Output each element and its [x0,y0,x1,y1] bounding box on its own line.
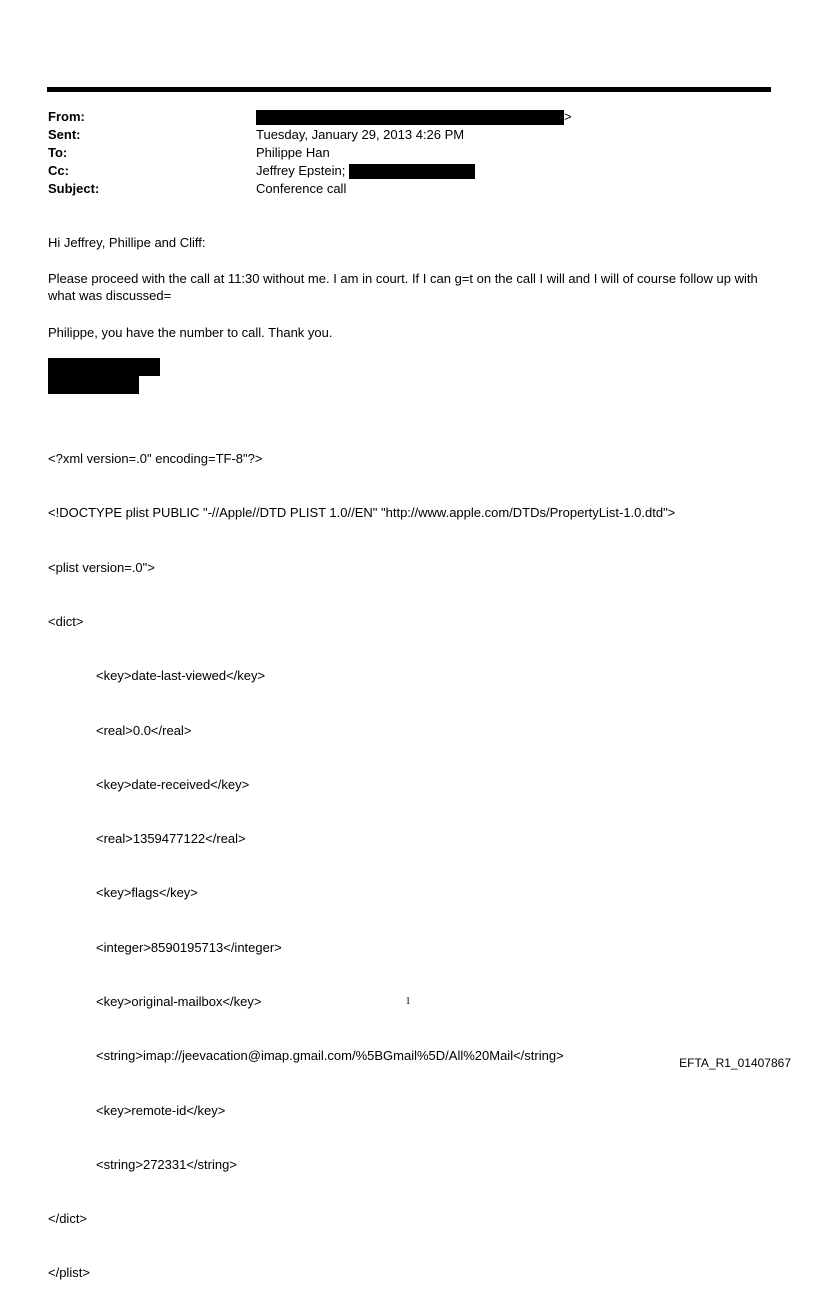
redaction-box [349,164,475,179]
to-value: Philippe Han [256,145,330,160]
subject-value: Conference call [256,181,347,196]
document-id: EFTA_R1_01407867 [679,1056,791,1070]
plist-line: <real>1359477122</real> [96,831,246,847]
from-label: From: [48,109,85,124]
plist-line: </plist> [48,1265,90,1281]
to-label: To: [48,145,68,160]
greeting: Hi Jeffrey, Phillipe and Cliff: [48,235,206,250]
plist-line: <real>0.0</real> [96,722,192,738]
plist-line: <?xml version=.0" encoding=TF-8"?> [48,451,263,467]
plist-line: <key>original-mailbox</key> [96,994,262,1009]
from-value-suffix: > [564,109,572,124]
subject-label: Subject: [48,181,100,196]
body-paragraph-2: Philippe, you have the number to call. Thank you. [48,325,333,340]
plist-line: <!DOCTYPE plist PUBLIC "-//Apple//DTD PLIST 1.0//EN" "http://www.apple.com/DTDs/PropertyList-1.0.dtd"> [48,505,676,521]
cc-label: Cc: [48,163,69,178]
plist-line: <plist version=.0"> [48,559,155,575]
page-number: 1 [405,996,411,1007]
cc-value [256,163,475,179]
plist-line: <key>remote-id</key> [96,1102,226,1118]
plist-line: <key>flags</key> [96,885,198,901]
plist-line: <key>date-last-viewed</key> [96,668,266,684]
redaction-box [256,110,564,125]
cc-value-text: Jeffrey Epstein; [256,163,346,178]
signature-redaction [48,358,160,376]
plist-block [48,414,675,1301]
body-paragraph-1: Please proceed with the call at 11:30 without me. I am in court. If I can g=t on the call I will and I will of course follow up with what was discussed= [48,271,758,303]
plist-line: <dict> [48,614,84,630]
plist-line: <string>272331</string> [96,1156,237,1172]
plist-line: <key>date-received</key> [96,776,250,792]
sent-label: Sent: [48,127,81,142]
from-value [256,109,572,125]
sent-value: Tuesday, January 29, 2013 4:26 PM [256,127,465,142]
plist-line: <integer>8590195713</integer> [96,939,282,955]
plist-line: </dict> [48,1211,88,1227]
plist-line: <string>imap://jeevacation@imap.gmail.com/%5BGmail%5D/All%20Mail</string> [96,1048,564,1064]
signature-redaction [48,376,139,394]
header-rule [47,87,771,92]
